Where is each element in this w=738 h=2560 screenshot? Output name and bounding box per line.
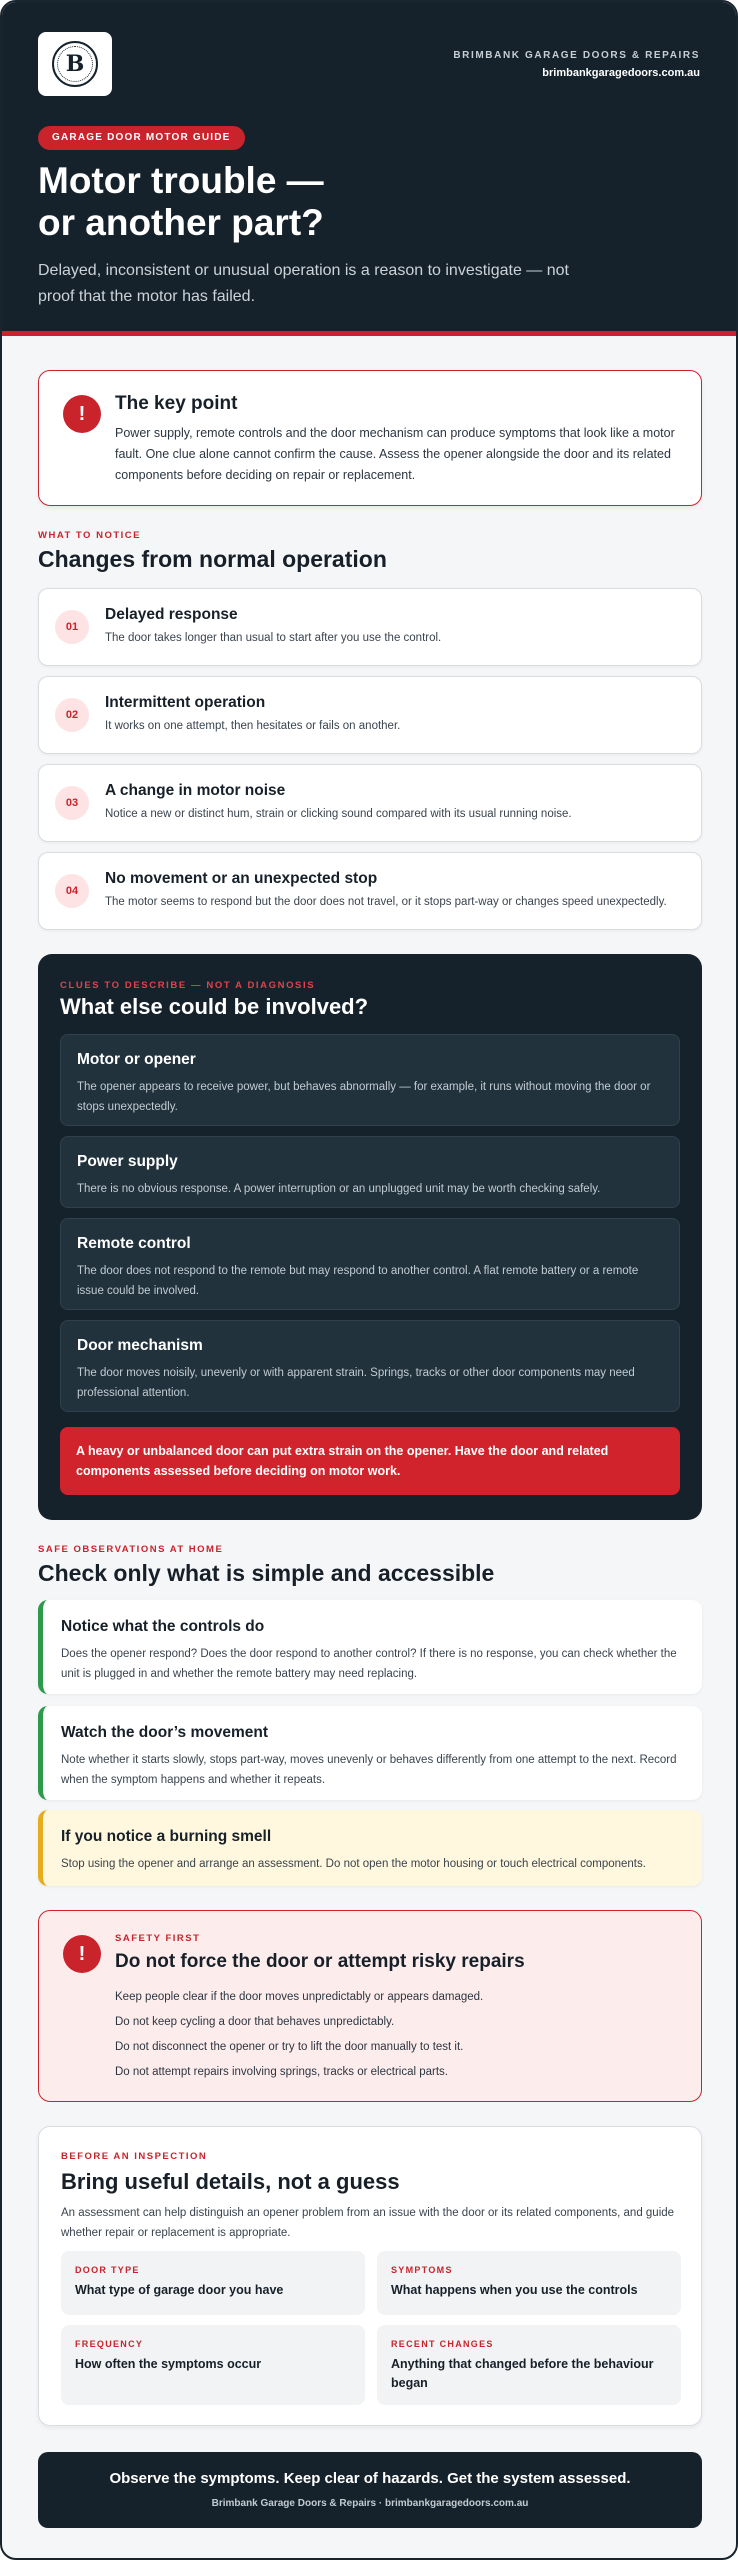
change-item xyxy=(38,676,702,754)
footer-tagline: Observe the symptoms. Keep clear of hazards. Get the system assessed. xyxy=(109,2470,631,2487)
key-point-title: The key point xyxy=(115,393,238,414)
change-item-title: Delayed response xyxy=(105,606,238,623)
strain-warning-text: A heavy or unbalanced door can put extra strain on the opener. Have the door and related components assessed before deciding on motor work. xyxy=(76,1444,609,1478)
detail-tile-label: SYMPTOMS xyxy=(391,2265,453,2275)
number-badge: 03 xyxy=(55,786,89,820)
observation-title: Watch the door’s movement xyxy=(61,1724,268,1741)
number-badge: 02 xyxy=(55,698,89,732)
clue-item-title: Motor or opener xyxy=(77,1051,196,1068)
key-point-card xyxy=(38,370,702,506)
observation-card xyxy=(38,1706,702,1800)
change-item-desc: The motor seems to respond but the door does not travel, or it stops part-way or changes speed unexpectedly. xyxy=(105,896,667,908)
clue-item-desc: The door moves noisily, unevenly or with apparent strain. Springs, tracks or other door components may need professional attention. xyxy=(77,1367,635,1399)
safety-list-item: Keep people clear if the door moves unpredictably or appears damaged. xyxy=(115,1991,484,2003)
strain-warning xyxy=(60,1427,680,1495)
number-badge: 04 xyxy=(55,874,89,908)
page-title-line-1: Motor trouble — xyxy=(38,160,324,201)
safety-list-item: Do not attempt repairs involving springs, tracks or electrical parts. xyxy=(115,2066,448,2078)
clue-item-desc: There is no obvious response. A power interruption or an unplugged unit may be worth checking safely. xyxy=(77,1183,601,1195)
change-item xyxy=(38,588,702,666)
clue-item-title: Door mechanism xyxy=(77,1337,203,1354)
observation-title: If you notice a burning smell xyxy=(61,1828,272,1845)
detail-tile xyxy=(377,2325,681,2405)
page-subtitle: Delayed, inconsistent or unusual operation is a reason to investigate — not proof that the motor has failed. xyxy=(38,262,569,305)
number-badge: 01 xyxy=(55,610,89,644)
footer-banner xyxy=(38,2452,702,2528)
clues-title: What else could be involved? xyxy=(60,994,369,1019)
change-item-desc: Notice a new or distinct hum, strain or clicking sound compared with its usual running noise. xyxy=(105,808,572,820)
exclamation-icon: ! xyxy=(63,395,101,433)
burning-smell-card xyxy=(38,1810,702,1886)
detail-tile-value: Anything that changed before the behaviour began xyxy=(391,2357,654,2390)
inspection-eyebrow: BEFORE AN INSPECTION xyxy=(61,2151,208,2162)
hero-header xyxy=(2,2,736,336)
safety-card xyxy=(38,1910,702,2102)
clue-item xyxy=(60,1218,680,1310)
observation-card xyxy=(38,1600,702,1694)
observation-title: Notice what the controls do xyxy=(61,1618,265,1635)
detail-tile-label: RECENT CHANGES xyxy=(391,2339,494,2349)
logo-seal-icon xyxy=(52,41,98,87)
detail-tile-value: What happens when you use the controls xyxy=(391,2283,638,2297)
clue-item-title: Power supply xyxy=(77,1153,178,1170)
safety-eyebrow: SAFETY FIRST xyxy=(115,1933,201,1944)
detail-tile-value: What type of garage door you have xyxy=(75,2283,284,2297)
change-item-title: Intermittent operation xyxy=(105,694,266,711)
guide-pill: GARAGE DOOR MOTOR GUIDE xyxy=(38,126,245,150)
detail-tile xyxy=(61,2251,365,2315)
logo-letter: B xyxy=(65,51,85,77)
brand-name: BRIMBANK GARAGE DOORS & REPAIRS xyxy=(453,50,700,61)
clue-item xyxy=(60,1136,680,1208)
change-item-title: A change in motor noise xyxy=(105,782,286,799)
page-title-line-2: or another part? xyxy=(38,202,324,243)
footer-contact: Brimbank Garage Doors & Repairs · brimbankgaragedoors.com.au xyxy=(211,2498,529,2509)
change-item xyxy=(38,764,702,842)
change-item-title: No movement or an unexpected stop xyxy=(105,870,378,887)
observations-eyebrow: SAFE OBSERVATIONS AT HOME xyxy=(38,1544,224,1555)
clue-item xyxy=(60,1034,680,1126)
detail-tile-label: DOOR TYPE xyxy=(75,2265,140,2275)
key-point-body: Power supply, remote controls and the door mechanism can produce symptoms that look like a motor fault. One clue alone cannot confirm the cause. Assess the opener alongside the door and its related components before deciding on repair or replacement. xyxy=(115,426,675,482)
change-item-desc: The door takes longer than usual to start after you use the control. xyxy=(105,632,442,644)
inspection-title: Bring useful details, not a guess xyxy=(61,2169,400,2194)
inspection-card xyxy=(38,2126,702,2426)
clue-item-desc: The door does not respond to the remote but may respond to another control. A flat remote battery or a remote issue could be involved. xyxy=(77,1265,639,1297)
brand-url: brimbankgaragedoors.com.au xyxy=(542,67,700,79)
clues-eyebrow: CLUES TO DESCRIBE — NOT A DIAGNOSIS xyxy=(60,980,316,991)
brand-logo xyxy=(38,32,112,96)
detail-tile-value: How often the symptoms occur xyxy=(75,2357,262,2371)
detail-tile xyxy=(377,2251,681,2315)
change-item-desc: It works on one attempt, then hesitates or fails on another. xyxy=(105,720,401,732)
changes-title: Changes from normal operation xyxy=(38,546,387,572)
observation-desc: Stop using the opener and arrange an assessment. Do not open the motor housing or touch electrical components. xyxy=(61,1858,646,1870)
observation-desc: Note whether it starts slowly, stops part-way, moves unevenly or behaves differently from one attempt to the next. Record when the symptom happens and whether it repeats. xyxy=(61,1754,677,1786)
safety-list-item: Do not keep cycling a door that behaves unpredictably. xyxy=(115,2016,395,2028)
page-title xyxy=(38,160,558,244)
exclamation-icon: ! xyxy=(63,1935,101,1973)
safety-list xyxy=(115,1985,675,2085)
detail-tile-label: FREQUENCY xyxy=(75,2339,144,2349)
clue-item xyxy=(60,1320,680,1412)
safety-title: Do not force the door or attempt risky repairs xyxy=(115,1951,525,1972)
changes-eyebrow: WHAT TO NOTICE xyxy=(38,530,141,541)
observations-title: Check only what is simple and accessible xyxy=(38,1560,495,1586)
clues-panel xyxy=(38,954,702,1520)
safety-list-item: Do not disconnect the opener or try to lift the door manually to test it. xyxy=(115,2041,464,2053)
inspection-body: An assessment can help distinguish an opener problem from an issue with the door or its related components, and guide whether repair or replacement is appropriate. xyxy=(61,2207,675,2239)
detail-tile xyxy=(61,2325,365,2405)
clue-item-desc: The opener appears to receive power, but behaves abnormally — for example, it runs without moving the door or stops unexpectedly. xyxy=(77,1081,651,1113)
change-item xyxy=(38,852,702,930)
observation-desc: Does the opener respond? Does the door respond to another control? If there is no response, you can check whether the unit is plugged in and whether the remote battery may need replacing. xyxy=(61,1648,677,1680)
clue-item-title: Remote control xyxy=(77,1235,191,1252)
